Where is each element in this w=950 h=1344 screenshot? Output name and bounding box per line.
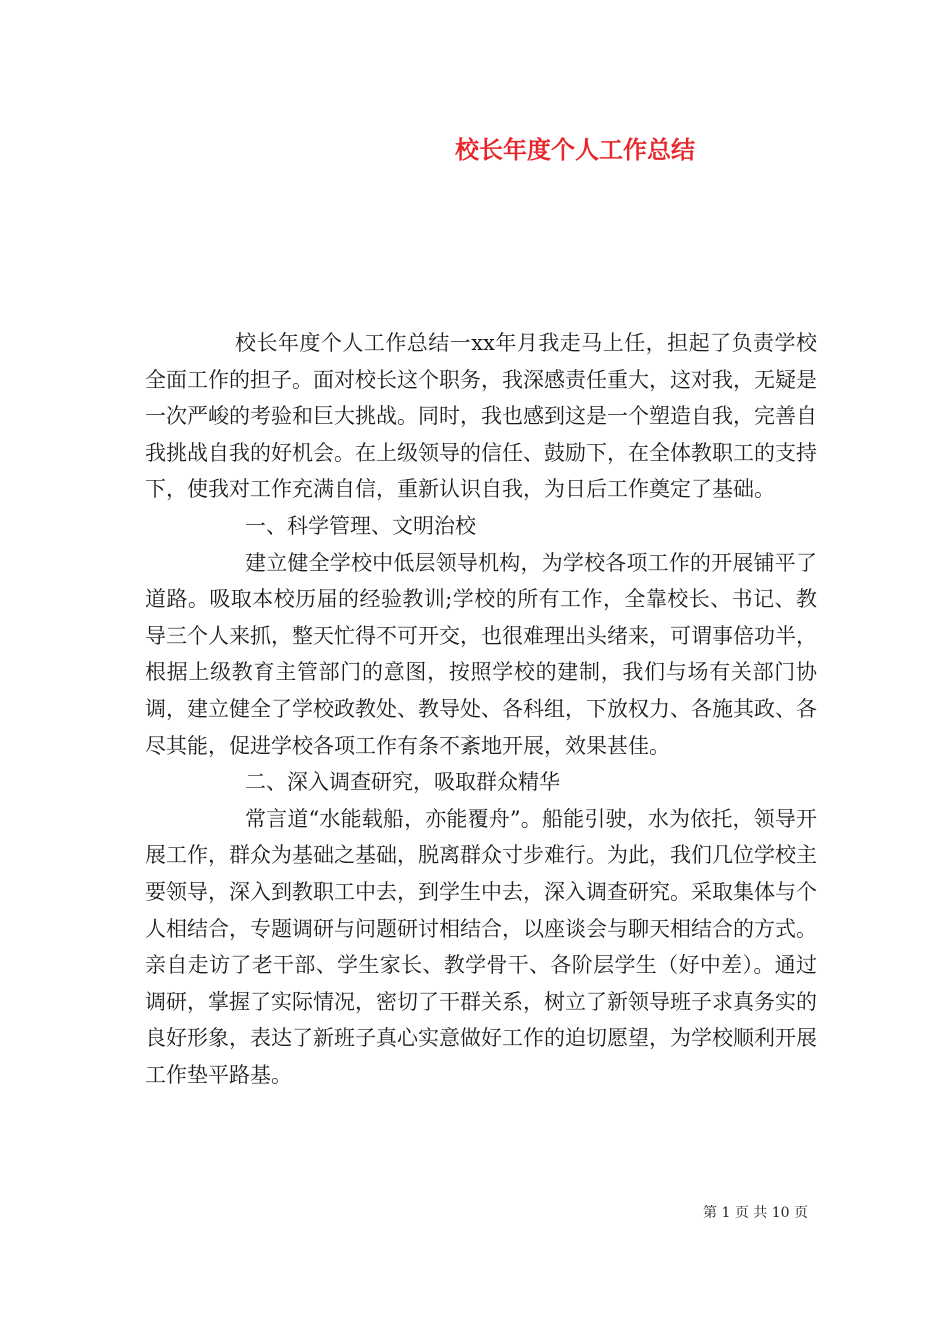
section-heading-1: 一、科学管理、文明治校 [245, 513, 476, 538]
document-title: 校长年度个人工作总结 [455, 136, 695, 164]
page-number-footer: 第 1 页 共 10 页 [703, 1205, 808, 1221]
section-2-paragraph: 常言道“水能载船，亦能覆舟”。船能引驶，水为依托，领导开展工作，群众为基础之基础，脱离群众寸步难行。为此，我们几位学校主要领导，深入到教职工中去，到学生中去，深入调查研究。采取集体与个人相结合，专题调研与问题研讨相结合，以座谈会与聊天相结合的方式。亲自走访了老干部、学生家长、教学骨干、各阶层学生（好中差）。通过调研，掌握了实际情况，密切了干群关系，树立了新领导班子求真务实的良好形象，表达了新班子真心实意做好工作的迫切愿望，为学校顺利开展工作垫平路基。 [145, 806, 817, 1087]
document-body [145, 325, 817, 1093]
section-1-paragraph: 建立健全学校中低层领导机构，为学校各项工作的开展铺平了道路。吸取本校历届的经验教训;学校的所有工作，全靠校长、书记、教导三个人来抓，整天忙得不可开交，也很难理出头绪来，可谓事倍功半，根据上级教育主管部门的意图，按照学校的建制，我们与场有关部门协调，建立健全了学校政教处、教导处、各科组，下放权力、各施其政、各尽其能，促进学校各项工作有条不紊地开展，效果甚佳。 [145, 550, 817, 758]
section-heading-2: 二、深入调查研究，吸取群众精华 [245, 770, 560, 795]
intro-paragraph: 校长年度个人工作总结一xx年月我走马上任，担起了负责学校全面工作的担子。面对校长这个职务，我深感责任重大，这对我，无疑是一次严峻的考验和巨大挑战。同时，我也感到这是一个塑造自我，完善自我挑战自我的好机会。在上级领导的信任、鼓励下，在全体教职工的支持下，使我对工作充满自信，重新认识自我，为日后工作奠定了基础。 [145, 331, 817, 502]
